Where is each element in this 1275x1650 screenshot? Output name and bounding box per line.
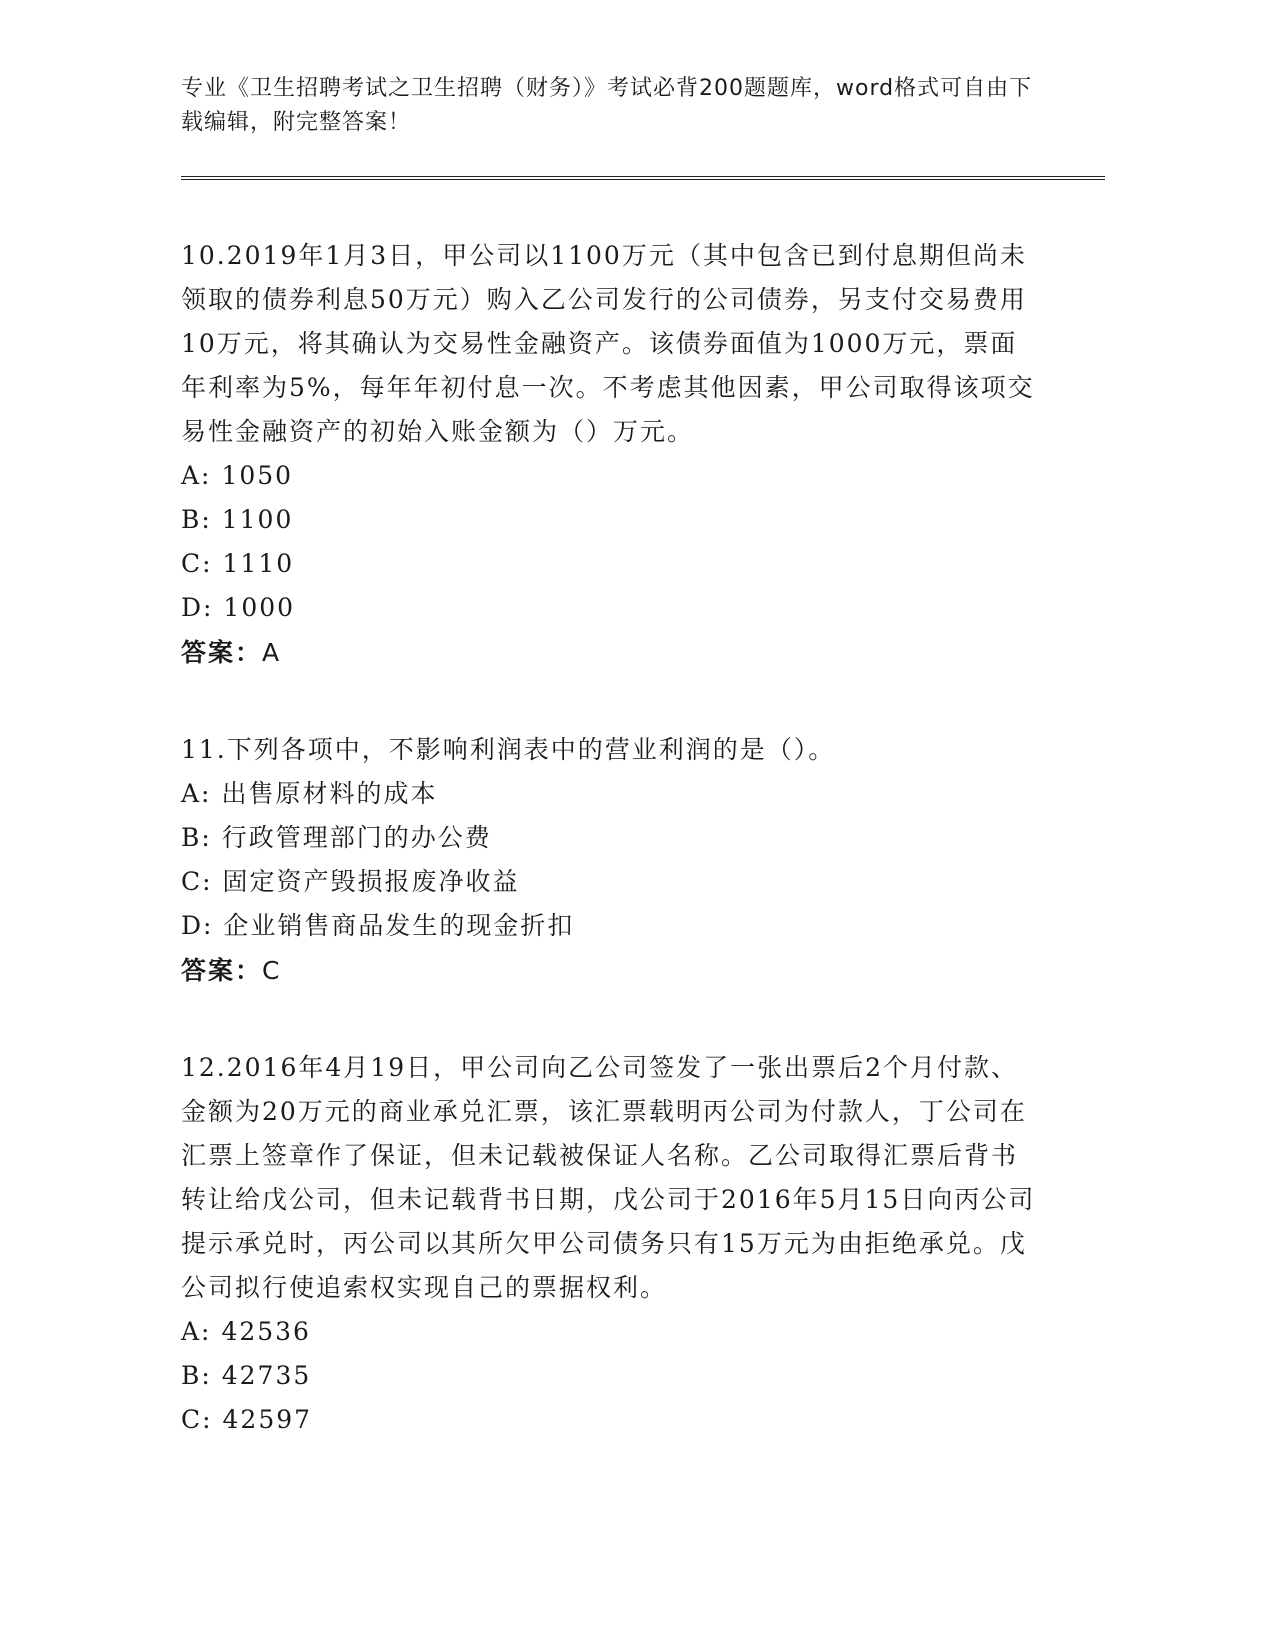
question-text: 11.下列各项中，不影响利润表中的营业利润的是（）。 — [181, 735, 836, 764]
option-d — [181, 904, 1061, 948]
option-label: A: — [181, 461, 212, 490]
document-page — [181, 72, 1061, 1442]
option-label: B: — [181, 1361, 212, 1390]
answer-label: 答案： — [181, 638, 263, 667]
option-label: C: — [181, 1405, 213, 1434]
option-a — [181, 454, 1061, 498]
option-text: 企业销售商品发生的现金折扣 — [223, 911, 575, 940]
question-10 — [181, 234, 1061, 676]
option-text: 42597 — [222, 1405, 313, 1434]
option-a — [181, 772, 1061, 816]
option-text: 1100 — [221, 505, 294, 534]
answer-line — [181, 630, 1061, 676]
option-label: A: — [181, 779, 212, 808]
option-b — [181, 1354, 1061, 1398]
option-label: D: — [181, 593, 214, 622]
answer-value: C — [262, 956, 282, 985]
option-b — [181, 816, 1061, 860]
document-header: 专业《卫生招聘考试之卫生招聘（财务）》考试必背200题题库，word格式可自由下载编辑，附完整答案！ — [181, 76, 1033, 135]
option-text: 42735 — [221, 1361, 312, 1390]
option-label: C: — [181, 549, 213, 578]
question-text: 12.2016年4月19日，甲公司向乙公司签发了一张出票后2个月付款、金额为20万元的商业承兑汇票，该汇票载明丙公司为付款人，丁公司在汇票上签章作了保证，但未记载被保证人名称。乙公司取得汇票后背书转让给戊公司，但未记载背书日期，戊公司于2016年5月15日向丙公司提示承兑时，丙公司以其所欠甲公司债务只有15万元为由拒绝承兑。戊公司拟行使追索权实现自己的票据权利。 — [181, 1053, 1036, 1302]
option-label: A: — [181, 1317, 212, 1346]
option-label: B: — [181, 823, 212, 852]
option-c — [181, 860, 1061, 904]
question-11 — [181, 728, 1061, 994]
option-label: D: — [181, 911, 214, 940]
option-text: 1110 — [222, 549, 295, 578]
option-c — [181, 542, 1061, 586]
option-text: 42536 — [221, 1317, 311, 1346]
question-12 — [181, 1046, 1061, 1442]
option-d — [181, 586, 1061, 630]
question-text: 10.2019年1月3日，甲公司以1100万元（其中包含已到付息期但尚未领取的债券利息50万元）购入乙公司发行的公司债券，另支付交易费用10万元，将其确认为交易性金融资产。该债券面值为1000万元，票面年利率为5%，每年年初付息一次。不考虑其他因素，甲公司取得该项交易性金融资产的初始入账金额为（）万元。 — [181, 241, 1035, 446]
answer-label: 答案： — [181, 956, 263, 985]
option-a — [181, 1310, 1061, 1354]
option-text: 1000 — [223, 593, 296, 622]
answer-value: A — [262, 638, 282, 667]
option-text: 出售原材料的成本 — [221, 779, 438, 808]
option-text: 1050 — [221, 461, 294, 490]
option-b — [181, 498, 1061, 542]
option-text: 固定资产毁损报废净收益 — [222, 867, 520, 896]
answer-line — [181, 948, 1061, 994]
option-c — [181, 1398, 1061, 1442]
option-text: 行政管理部门的办公费 — [221, 823, 492, 852]
option-label: C: — [181, 867, 213, 896]
option-label: B: — [181, 505, 212, 534]
header-divider — [181, 176, 1105, 180]
